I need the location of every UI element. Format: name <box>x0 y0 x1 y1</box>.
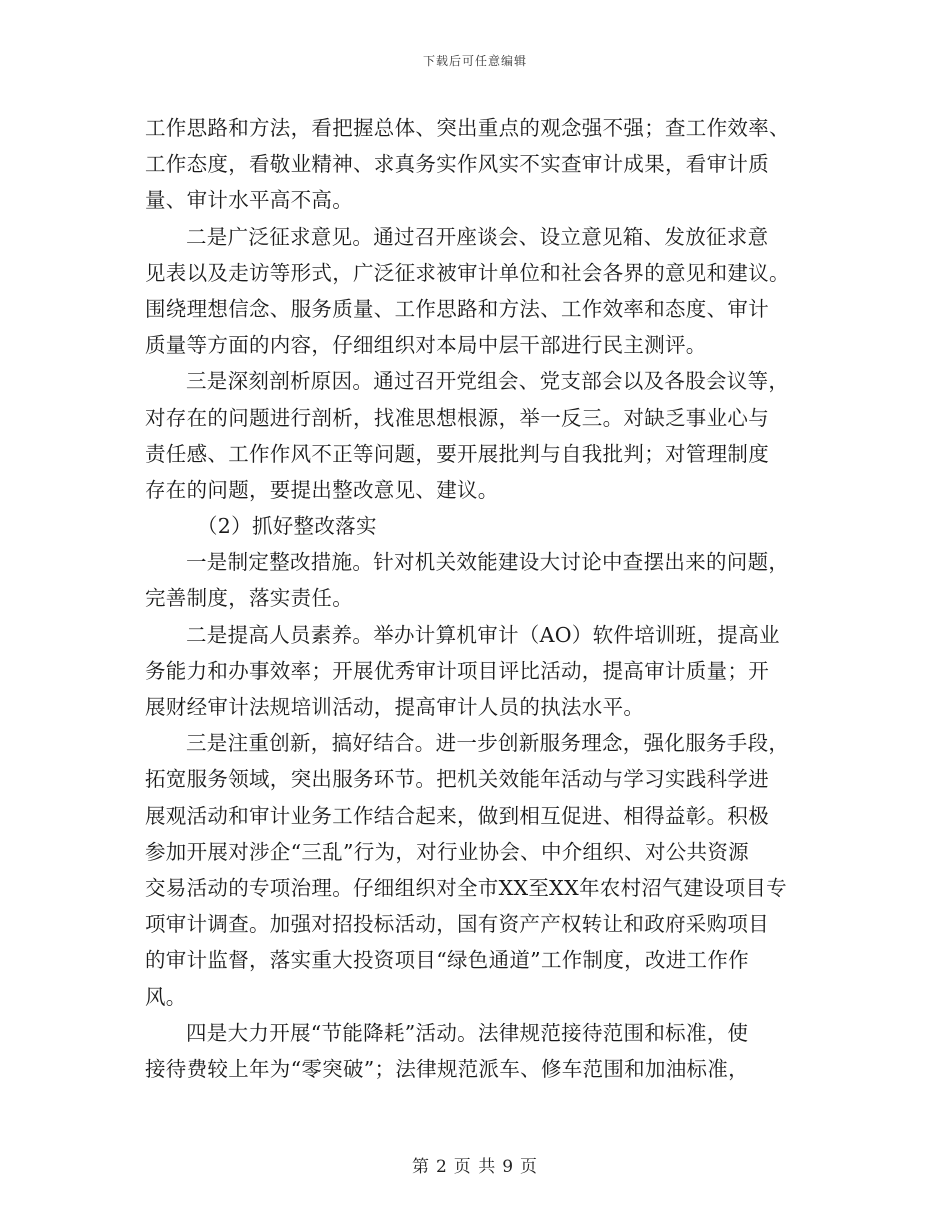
text-line: 责任感、工作作风不正等问题，要开展批判与自我批判；对管理制度 <box>145 441 769 466</box>
text-line: 对存在的问题进行剖析，找准思想根源，举一反三。对缺乏事业心与 <box>145 405 769 430</box>
text-line: 交易活动的专项治理。仔细组织对全市XX至XX年农村沼气建设项目专 <box>145 875 787 900</box>
footer-middle: 页 共 <box>453 1157 497 1177</box>
page-header: 下载后可任意编辑 <box>422 54 527 68</box>
text-line: 存在的问题，要提出整改意见、建议。 <box>145 477 499 502</box>
text-line: 务能力和办事效率；开展优秀审计项目评比活动，提高审计质量；开 <box>145 658 769 683</box>
text-line: 展观活动和审计业务工作结合起来，做到相互促进、相得益彰。积极 <box>145 803 769 828</box>
text-line: 四是大力开展“节能降耗”活动。法律规范接待范围和标准，使 <box>186 1020 749 1045</box>
text-line: 拓宽服务领域，突出服务环节。把机关效能年活动与学习实践科学进 <box>145 767 769 792</box>
text-line: 围绕理想信念、服务质量、工作思路和方法、工作效率和态度、审计 <box>145 296 769 321</box>
text-line: 二是提高人员素养。举办计算机审计（AO）软件培训班，提高业 <box>186 622 780 647</box>
text-line: 项审计调查。加强对招投标活动，国有资产产权转让和政府采购项目 <box>145 912 769 937</box>
footer-suffix: 页 <box>520 1157 539 1177</box>
text-line: 二是广泛征求意见。通过召开座谈会、设立意见箱、发放征求意 <box>186 224 769 249</box>
footer-current-page: 2 <box>435 1157 448 1177</box>
text-line: 展财经审计法规培训活动，提高审计人员的执法水平。 <box>145 695 645 719</box>
text-line: 完善制度，落实责任。 <box>145 586 353 611</box>
document-body <box>145 110 805 1087</box>
text-line: 见表以及走访等形式，广泛征求被审计单位和社会各界的意见和建议。 <box>145 260 790 285</box>
text-line: （2）抓好整改落实 <box>197 514 377 539</box>
text-line: 参加开展对涉企“三乱”行为，对行业协会、中介组织、对公共资源 <box>145 839 749 864</box>
text-line: 一是制定整改措施。针对机关效能建设大讨论中查摆出来的问题， <box>186 550 790 575</box>
text-line: 三是深刻剖析原因。通过召开党组会、党支部会以及各股会议等， <box>186 369 790 394</box>
page-footer <box>0 1152 950 1177</box>
footer-total-pages: 9 <box>502 1157 515 1177</box>
text-line: 三是注重创新，搞好结合。进一步创新服务理念，强化服务手段， <box>186 731 790 756</box>
text-line: 质量等方面的内容，仔细组织对本局中层干部进行民主测评。 <box>145 333 707 358</box>
text-line: 量、审计水平高不高。 <box>145 188 353 213</box>
footer-prefix: 第 <box>411 1157 430 1177</box>
text-line: 接待费较上年为“零突破”；法律规范派车、修车范围和加油标准， <box>145 1056 749 1081</box>
text-line: 风。 <box>145 984 187 1009</box>
text-line: 工作态度，看敬业精神、求真务实作风实不实查审计成果，看审计质 <box>145 152 769 177</box>
text-line: 的审计监督，落实重大投资项目“绿色通道”工作制度，改进工作作 <box>145 948 749 973</box>
text-line: 工作思路和方法，看把握总体、突出重点的观念强不强；查工作效率、 <box>145 116 790 140</box>
